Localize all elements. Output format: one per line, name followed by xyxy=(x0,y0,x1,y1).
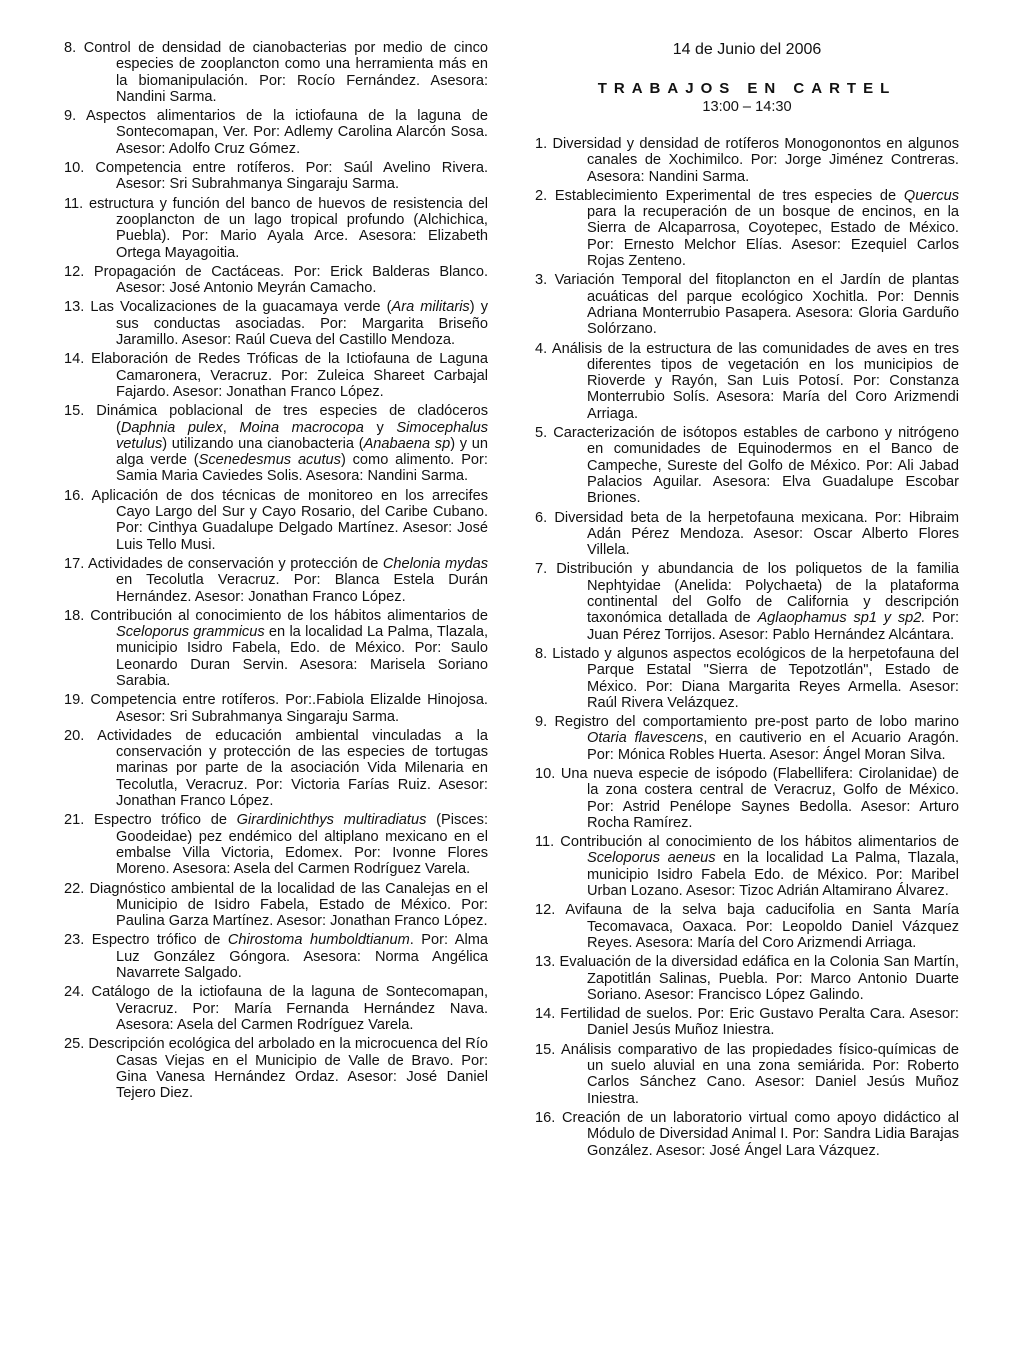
list-item xyxy=(535,1042,959,1107)
right-column xyxy=(535,40,959,1162)
item-text: 17. Actividades de conservación y protección de xyxy=(64,555,383,572)
species-name: Anabaena sp xyxy=(363,435,451,452)
item-text: 10. Una nueva especie de isópodo (Flabellifera: Cirolanidae) de la zona costera central de Veracruz, Golfo de México. Por: Astrid Penélope Saynes Bedolla. Asesor: Arturo Rocha Ramírez. xyxy=(535,765,959,831)
item-text: 5. Caracterización de isótopos estables de carbono y nitrógeno en comunidades de Equinodermos en el Banco de Campeche, Sureste del Golfo de México. Por: Ali Jabad Palacios Aguilar. Asesora: Elva Guadalupe Escobar Briones. xyxy=(535,425,959,507)
list-item xyxy=(64,264,488,297)
list-item xyxy=(64,351,488,400)
list-item xyxy=(64,1036,488,1101)
item-text: 23. Espectro trófico de xyxy=(64,932,228,949)
list-item xyxy=(535,341,959,422)
item-text: 21. Espectro trófico de xyxy=(64,812,237,829)
item-text: 10. Competencia entre rotíferos. Por: Saúl Avelino Rivera. Asesor: Sri Subrahmanya Singaraju Sarma. xyxy=(64,160,488,193)
item-text: 20. Actividades de educación ambiental vinculadas a la conservación y protección de las especies de tortugas marinas por parte de la asociación Vida Milenaria en Tecolutla, Veracruz. Por: Victoria Farías Ruiz. Asesor: Jonathan Franco López. xyxy=(64,727,488,810)
item-text: , en cautiverio en el Acuario Aragón. Por: Mónica Robles Huerta. Asesor: Ángel Moran Silva. xyxy=(587,730,959,763)
species-name: Aglaophamus sp1 y sp2. xyxy=(757,610,926,627)
list-item xyxy=(64,160,488,193)
list-item xyxy=(535,1006,959,1039)
list-item xyxy=(535,510,959,559)
item-text: 15. Dinámica poblacional de tres especies de cladóceros ( xyxy=(64,403,488,436)
session-date: 14 de Junio del 2006 xyxy=(672,41,822,58)
species-name: Girardinichthys multiradiatus xyxy=(236,812,427,829)
species-name: Moina macrocopa xyxy=(239,419,364,436)
list-item xyxy=(64,812,488,877)
item-text: en la localidad La Palma, Tlazala, municipio Isidro Fabela, Edo. de México. Por: Saulo Leonardo Duran Servin. Asesora: Marisela Soriano Sarabia. xyxy=(116,624,488,689)
list-item xyxy=(535,561,959,642)
item-text: 3. Variación Temporal del fitoplancton en el Jardín de plantas acuáticas del parque ecológico Xochitla. Por: Dennis Adriana Monterrubio Pasapera. Asesora: Gloria Garduño Solórzano. xyxy=(535,272,959,338)
list-item xyxy=(64,299,488,348)
species-name: Sceloporus aeneus xyxy=(587,850,716,867)
list-item xyxy=(535,714,959,763)
list-item xyxy=(64,196,488,261)
list-item xyxy=(64,692,488,725)
item-text: en Tecolutla Veracruz. Por: Blanca Estela Durán Hernández. Asesor: Jonathan Franco López. xyxy=(116,572,488,605)
item-text: 8. Listado y algunos aspectos ecológicos de la herpetofauna del Parque Estatal "Sierra de Tepotzotlán", Estado de México. Por: Diana Margarita Reyes Armella. Asesor: Raúl Rivera Velázquez. xyxy=(535,645,959,711)
species-name: Chirostoma humboldtianum xyxy=(227,932,410,949)
item-text: 16. Creación de un laboratorio virtual como apoyo didáctico al Módulo de Diversidad Animal I. Por: Sandra Lidia Barajas González. Asesor: José Ángel Lara Vázquez. xyxy=(535,1109,959,1159)
item-text: 15. Análisis comparativo de las propiedades físico-químicas de un suelo aluvial en una zona semiárida. Por: Roberto Carlos Sánchez Cano. Asesor: Daniel Jesús Muñoz Iniestra. xyxy=(535,1041,959,1107)
right-item-list xyxy=(535,136,959,1159)
item-text: en la localidad La Palma, Tlazala, municipio Isidro Fabela Edo. de México. Por: Maribel Urban Lozano. Asesor: Tizoc Adrián Altamirano Álvarez. xyxy=(587,850,959,900)
item-text: 6. Diversidad beta de la herpetofauna mexicana. Por: Hibraim Adán Pérez Mendoza. Asesor: Oscar Alberto Flores Villela. xyxy=(535,509,959,559)
item-text: 13. Evaluación de la diversidad edáfica en la Colonia San Martín, Zapotitlán Salinas, Puebla. Por: Marco Antonio Duarte Soriano. Asesor: Francisco López Galindo. xyxy=(535,954,959,1003)
item-text: 16. Aplicación de dos técnicas de monitoreo en los arrecifes Cayo Largo del Sur y Cayo Rosario, del Caribe Cubano. Por: Cinthya Guadalupe Delgado Martínez. Asesor: José Luis Tello Musi. xyxy=(64,487,488,553)
list-item xyxy=(64,108,488,157)
list-item xyxy=(535,646,959,711)
item-text: 14. Elaboración de Redes Tróficas de la Ictiofauna de Laguna Camaronera, Veracruz. Por: Zuleica Shareet Carbajal Fajardo. Asesor: Jonathan Franco López. xyxy=(64,351,488,400)
list-item xyxy=(535,425,959,506)
item-text: 7. Distribución y abundancia de los poliquetos de la familia Nephtyidae (Anelida: Polychaeta) de la plataforma continental del Golfo de California y descripción taxonómica detallada de xyxy=(535,561,959,627)
list-item xyxy=(64,556,488,605)
species-name: Daphnia pulex xyxy=(120,419,223,436)
species-name: Otaria flavescens xyxy=(587,730,704,747)
item-text: y xyxy=(363,419,397,436)
item-text: 25. Descripción ecológica del arbolado en la microcuenca del Río Casas Viejas en el Municipio de Valle de Bravo. Por: Gina Vanesa Hernández Ordaz. Asesor: José Daniel Tejero Diez. xyxy=(64,1036,488,1102)
list-item xyxy=(535,954,959,1003)
list-item xyxy=(64,40,488,105)
species-name: Simocephalus vetulus xyxy=(116,419,489,452)
item-text: 1. Diversidad y densidad de rotíferos Monogonontos en algunos canales de Xochimilco. Por: Jorge Jiménez Contreras. Asesora: Nandini Sarma. xyxy=(535,136,959,185)
item-text: , xyxy=(222,419,240,436)
item-text: 2. Establecimiento Experimental de tres especies de xyxy=(535,187,904,204)
session-title: TRABAJOS EN CARTEL xyxy=(597,80,897,97)
item-text: ) utilizando una cianobacteria ( xyxy=(162,435,364,452)
list-item xyxy=(535,834,959,899)
list-item xyxy=(64,881,488,930)
species-name: Chelonia mydas xyxy=(382,555,488,572)
list-item xyxy=(64,488,488,553)
list-item xyxy=(64,984,488,1033)
species-name: Quercus xyxy=(903,187,959,204)
left-column xyxy=(64,40,488,1104)
session-header xyxy=(535,40,959,116)
item-text: 9. Registro del comportamiento pre-post parto de lobo marino xyxy=(535,714,959,731)
list-item xyxy=(535,1110,959,1159)
list-item xyxy=(535,902,959,951)
item-text: 19. Competencia entre rotíferos. Por:.Fabiola Elizalde Hinojosa. Asesor: Sri Subrahmanya Singaraju Sarma. xyxy=(64,692,488,725)
item-text: 9. Aspectos alimentarios de la ictiofauna de la laguna de Sontecomapan, Ver. Por: Adlemy Carolina Alarcón Sosa. Asesor: Adolfo Cruz Gómez. xyxy=(64,108,488,157)
species-name: Scenedesmus acutus xyxy=(198,452,341,469)
item-text: 8. Control de densidad de cianobacterias por medio de cinco especies de zooplancton como una herramienta más en la biomanipulación. Por: Rocío Fernández. Asesora: Nandini Sarma. xyxy=(64,40,488,105)
list-item xyxy=(535,272,959,337)
item-text: 12. Avifauna de la selva baja caducifolia en Santa María Tecomavaca, Oaxaca. Por: Leopoldo Daniel Vázquez Reyes. Asesora: María del Coro Arizmendi Arriaga. xyxy=(535,902,959,951)
item-text: (Pisces: Goodeidae) pez endémico del altiplano mexicano en el embalse Villa Victoria, Edomex. Por: Ivonne Flores Moreno. Asesora: Asela del Carmen Rodríguez Varela. xyxy=(116,812,488,878)
item-text: 11. Contribución al conocimiento de los hábitos alimentarios de xyxy=(535,834,959,851)
item-text: . Por: Alma Luz González Góngora. Asesora: Norma Angélica Navarrete Salgado. xyxy=(116,932,489,982)
item-text: 24. Catálogo de la ictiofauna de la laguna de Sontecomapan, Veracruz. Por: María Fernanda Hernández Nava. Asesora: Asela del Carmen Rodríguez Varela. xyxy=(64,984,488,1033)
item-text: 11. estructura y función del banco de huevos de resistencia del zooplancton de un lago tropical profundo (Alchichica, Puebla). Por: Mario Ayala Arce. Asesora: Elizabeth Ortega Mayagoitia. xyxy=(64,195,488,261)
list-item xyxy=(64,728,488,809)
item-text: para la recuperación de un bosque de encinos, en la Sierra de Alcaparrosa, Coyotepec, Estado de México. Por: Ernesto Melchor Elías. Asesor: Ezequiel Carlos Rojas Zenteno. xyxy=(587,204,959,270)
item-text: 18. Contribución al conocimiento de los hábitos alimentarios de xyxy=(64,607,488,624)
item-text: 4. Análisis de la estructura de las comunidades de aves en tres diferentes tipos de vegetación en los municipios de Rioverde y Rayón, San Luis Potosí. Por: Constanza Monterrubio Solís. Asesora: María del Coro Arizmendi Arriaga. xyxy=(535,340,959,422)
item-text: 12. Propagación de Cactáceas. Por: Erick Balderas Blanco. Asesor: José Antonio Meyrán Camacho. xyxy=(64,263,488,297)
list-item xyxy=(64,403,488,484)
item-text: ) como alimento. Por: Samia Maria Caviedes Solis. Asesora: Nandini Sarma. xyxy=(116,452,488,485)
item-text: ) y un alga verde ( xyxy=(116,435,488,469)
item-text: 13. Las Vocalizaciones de la guacamaya verde ( xyxy=(64,299,392,316)
list-item xyxy=(535,188,959,269)
list-item xyxy=(535,136,959,185)
item-text: 14. Fertilidad de suelos. Por: Eric Gustavo Peralta Cara. Asesor: Daniel Jesús Muñoz Iniestra. xyxy=(535,1006,959,1039)
session-time: 13:00 – 14:30 xyxy=(702,99,792,115)
list-item xyxy=(64,932,488,981)
species-name: Sceloporus grammicus xyxy=(116,624,265,641)
item-text: ) y sus conductas asociadas. Por: Margarita Briseño Jaramillo. Asesor: Raúl Cueva del Castillo Mendoza. xyxy=(116,299,488,349)
list-item xyxy=(535,766,959,831)
item-text: Por: Juan Pérez Torrijos. Asesor: Pablo Hernández Alcántara. xyxy=(587,610,959,643)
species-name: Ara militaris xyxy=(391,299,470,316)
item-text: 22. Diagnóstico ambiental de la localidad de las Canalejas en el Municipio de Isidro Fabela, Estado de México. Por: Paulina Garza Martínez. Asesor: Jonathan Franco López. xyxy=(64,880,488,930)
list-item xyxy=(64,608,488,689)
